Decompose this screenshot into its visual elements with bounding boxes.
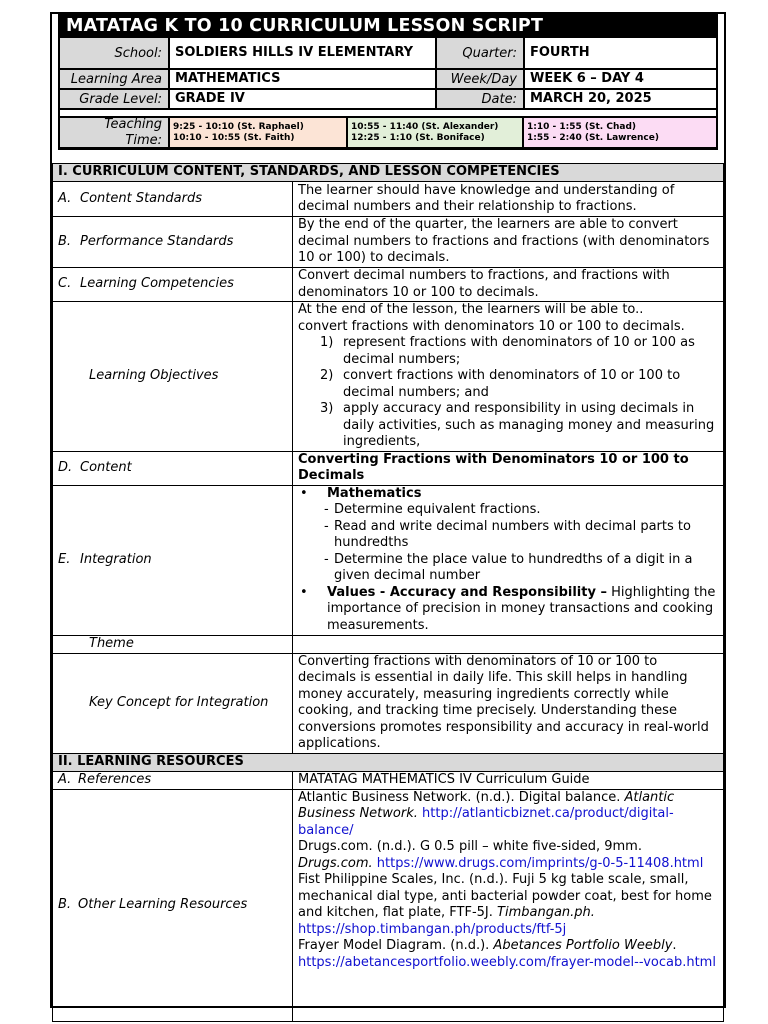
objectives-intro: At the end of the lesson, the learners will be able to..: [298, 302, 644, 317]
values-bullet: • Values - Accuracy and Responsibility – Highlighting the importance of precision in money transactions and cooking measurements.: [300, 584, 716, 633]
document-title: MATATAG K TO 10 CURRICULUM LESSON SCRIPT: [58, 14, 718, 38]
teaching-time-label: Teaching Time:: [60, 118, 170, 147]
objectives-label: Learning Objectives: [53, 302, 293, 452]
school-label: School:: [60, 38, 170, 68]
references-row: [53, 771, 724, 789]
objective-item: 1) represent fractions with denominators of 10 or 100 as decimal numbers;: [320, 335, 695, 367]
objectives-list: [298, 335, 718, 451]
math-bullet: • Mathematics: [300, 485, 422, 501]
key-concept-row: [53, 653, 724, 753]
learning-area-label: Learning Area: [60, 70, 170, 88]
content-standards-label: A. Content Standards: [53, 182, 293, 217]
integration-cell: [293, 485, 724, 635]
performance-standards-label: B. Performance Standards: [53, 217, 293, 268]
math-item: - Read and write decimal numbers with decimal parts to hundredths: [324, 518, 691, 551]
date-value: MARCH 20, 2025: [530, 91, 652, 106]
resource-link[interactable]: http://atlanticbiznet.ca/product/digital-balance/: [298, 806, 674, 838]
competencies-label: C. Learning Competencies: [53, 268, 293, 302]
section-1-heading: I. CURRICULUM CONTENT, STANDARDS, AND LESSON COMPETENCIES: [53, 164, 724, 182]
other-resources-label: B. Other Learning Resources: [53, 789, 293, 1021]
grade-level-row: [58, 90, 718, 110]
time-slot-2: 10:55 - 11:40 (St. Alexander) 12:25 - 1:10 (St. Boniface): [348, 118, 524, 147]
quarter-value: FOURTH: [530, 45, 590, 60]
competencies-text: Convert decimal numbers to fractions, and fractions with denominators 10 or 100 to decimals.: [293, 268, 724, 302]
content-text: Converting Fractions with Denominators 10 or 100 to Decimals: [293, 451, 724, 485]
time-slot-3: 1:10 - 1:55 (St. Chad) 1:55 - 2:40 (St. Lawrence): [524, 118, 716, 147]
objectives-cell: [293, 302, 724, 452]
integration-label: E. Integration: [53, 485, 293, 635]
content-label: D. Content: [53, 451, 293, 485]
week-day-value: WEEK 6 – DAY 4: [530, 71, 644, 86]
week-day-label: Week/Day: [437, 70, 525, 88]
lesson-table: [52, 163, 724, 1022]
resource-entry: Frayer Model Diagram. (n.d.). Abetances Portfolio Weebly. https://abetancesportfolio.weebly.com/frayer-model--vocab.html: [298, 938, 716, 970]
resource-entry: Drugs.com. (n.d.). G 0.5 pill – white five-sided, 9mm. Drugs.com. https://www.drugs.com/imprints/g-0-5-11408.html: [298, 839, 704, 871]
other-resources-cell: [293, 789, 724, 1021]
objective-item: 2) convert fractions with denominators of 10 or 100 to decimal numbers; and: [320, 368, 681, 400]
teaching-time-row: [58, 116, 718, 150]
resource-entry: Atlantic Business Network. (n.d.). Digital balance. Atlantic Business Network. http://atlanticbiznet.ca/product/digital-balance/: [298, 789, 675, 838]
resource-link[interactable]: https://www.drugs.com/imprints/g-0-5-11408.html: [376, 855, 704, 871]
theme-row: [53, 635, 724, 653]
performance-standards-text: By the end of the quarter, the learners are able to convert decimal numbers to fractions and fractions (with denominators 10 or 100) to decimals.: [293, 217, 724, 268]
quarter-label: Quarter:: [437, 38, 525, 68]
content-standards-row: [53, 182, 724, 217]
learning-area-value: MATHEMATICS: [170, 70, 437, 88]
other-resources-row: [53, 789, 724, 1021]
learning-area-row: [58, 70, 718, 90]
math-item: - Determine equivalent fractions.: [324, 502, 541, 518]
integration-row: [53, 485, 724, 635]
objective-item: 3) apply accuracy and responsibility in using decimals in daily activities, such as managing money and measuring ingredients,: [320, 401, 715, 449]
lesson-script-page: [50, 12, 726, 1008]
school-row: [58, 38, 718, 70]
key-concept-label: Key Concept for Integration: [53, 653, 293, 753]
school-value: SOLDIERS HILLS IV ELEMENTARY: [170, 38, 437, 68]
objectives-row: [53, 302, 724, 452]
section-2-heading: II. LEARNING RESOURCES: [53, 753, 724, 771]
grade-level-value: GRADE IV: [170, 90, 437, 108]
key-concept-text: Converting fractions with denominators of 10 or 100 to decimals is essential in daily life. This skill helps in handling money accurately, measuring ingredients correctly while cooking, and tracking time precisely. Understanding these conversions promotes responsibility and accuracy in real-world applications.: [293, 653, 724, 753]
references-label: A. References: [53, 771, 293, 789]
content-row: [53, 451, 724, 485]
lesson-header: [58, 14, 718, 150]
theme-text: [293, 635, 724, 653]
performance-standards-row: [53, 217, 724, 268]
math-item: - Determine the place value to hundredths of a digit in a given decimal number: [324, 551, 693, 584]
competencies-row: [53, 268, 724, 302]
resource-entry: Fist Philippine Scales, Inc. (n.d.). Fuji 5 kg table scale, small, mechanical dial type, anti bacterial powder coat, best for home and kitchen, flat plate, FTF-5J. Timbangan.ph. https://shop.timbangan.ph/products/ftf-5j: [298, 872, 712, 937]
grade-level-label: Grade Level:: [60, 90, 170, 108]
objectives-intro-2: convert fractions with denominators 10 or 100 to decimals.: [298, 318, 685, 334]
time-slot-1: 9:25 - 10:10 (St. Raphael) 10:10 - 10:55 (St. Faith): [170, 118, 348, 147]
content-standards-text: The learner should have knowledge and understanding of decimal numbers and their relationship to fractions.: [293, 182, 724, 217]
date-label: Date:: [437, 90, 525, 108]
resource-link[interactable]: https://shop.timbangan.ph/products/ftf-5j: [298, 921, 567, 937]
references-text: MATATAG MATHEMATICS IV Curriculum Guide: [293, 771, 724, 789]
theme-label: Theme: [53, 635, 293, 653]
resource-link[interactable]: https://abetancesportfolio.weebly.com/frayer-model--vocab.html: [298, 954, 716, 970]
